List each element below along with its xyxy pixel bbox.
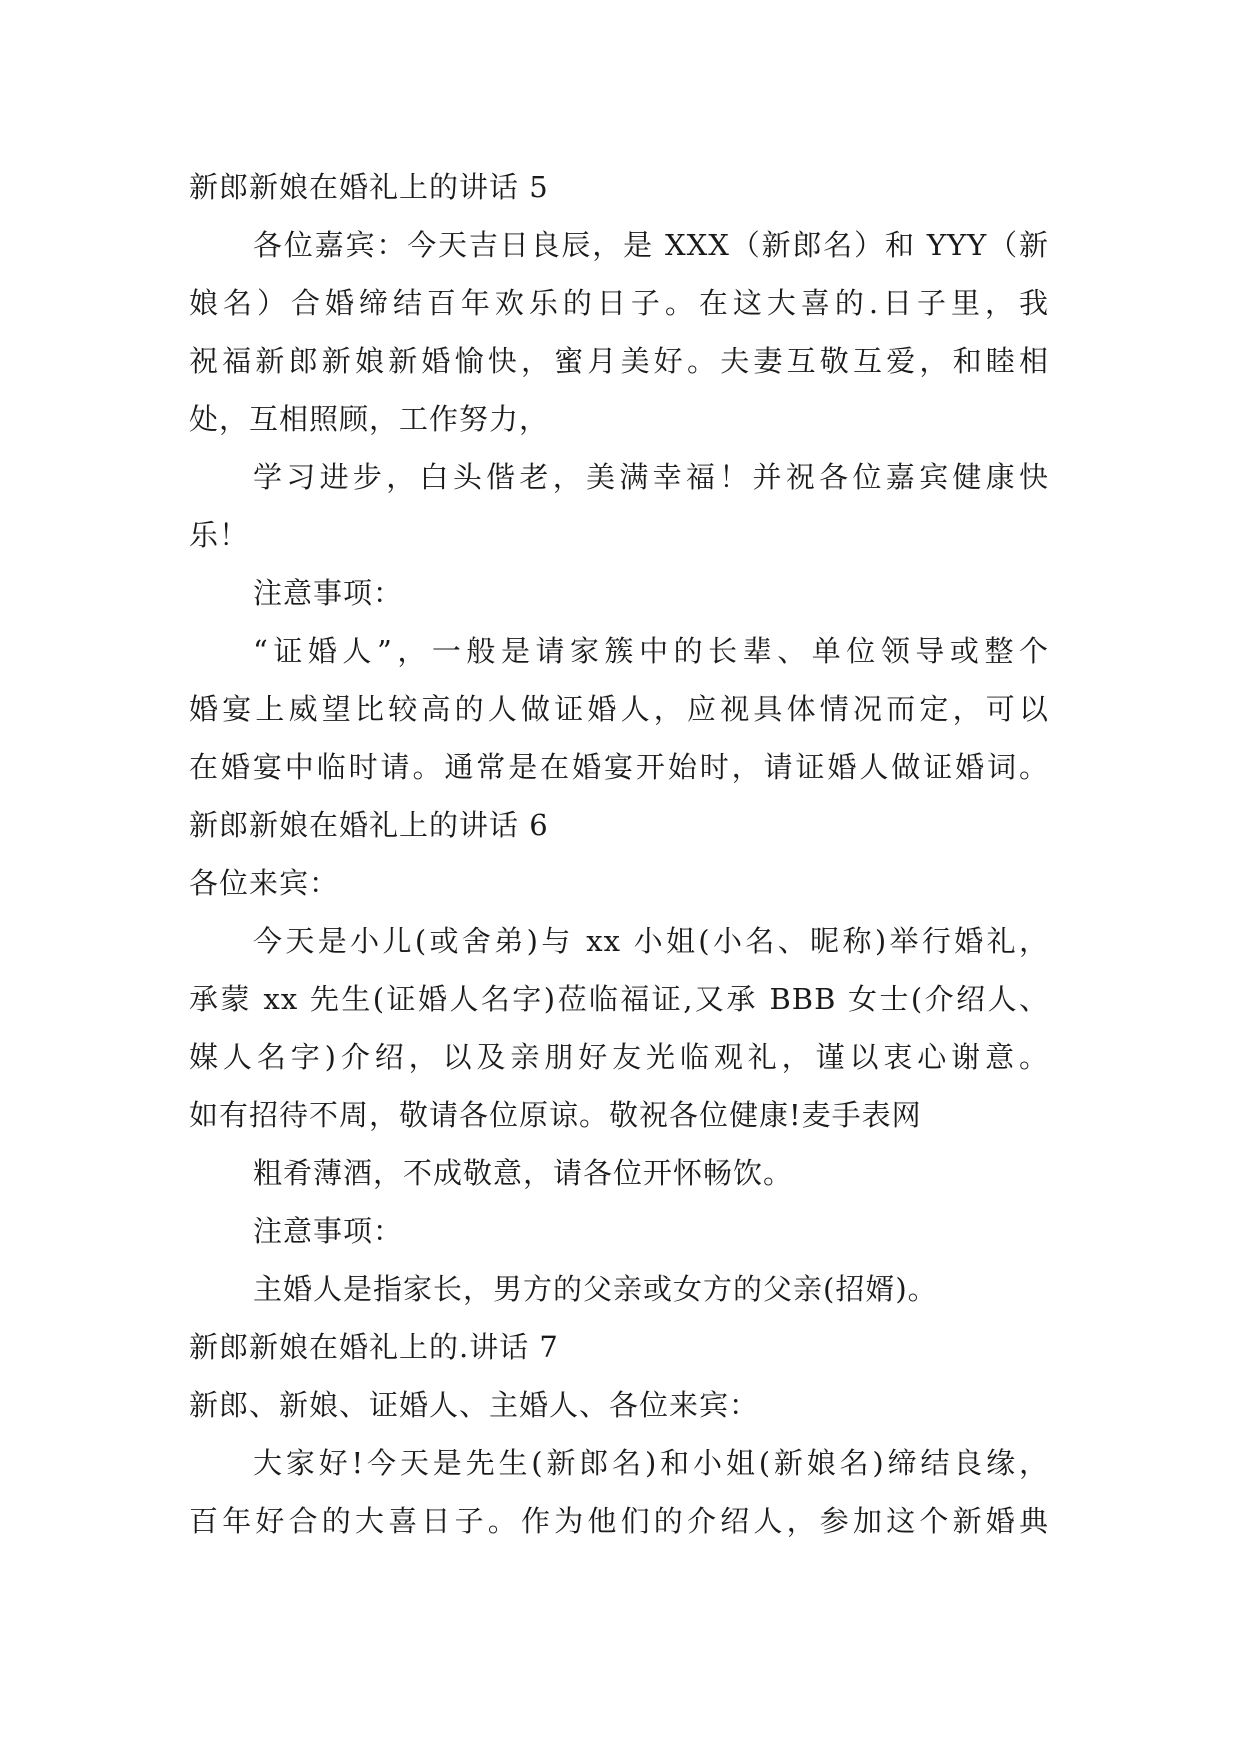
text-line: 主婚人是指家长，男方的父亲或女方的父亲(招婿)。 [253, 1272, 938, 1306]
text-line: 今天是小儿(或舍弟)与 xx 小姐(小名、昵称)举行婚礼， [253, 924, 1049, 958]
text-line: 大家好!今天是先生(新郎名)和小姐(新娘名)缔结良缘， [253, 1446, 1049, 1480]
text-line: 娘名）合婚缔结百年欢乐的日子。在这大喜的.日子里，我 [189, 286, 1049, 320]
text-line: “证婚人”，一般是请家簇中的长辈、单位领导或整个 [253, 634, 1049, 668]
text-line: 承蒙 xx 先生(证婚人名字)莅临福证,又承 BBB 女士(介绍人、 [189, 982, 1049, 1016]
text-line: 各位嘉宾：今天吉日良辰，是 XXX（新郎名）和 YYY（新 [253, 228, 1049, 262]
document-body [189, 158, 1049, 1550]
salutation: 各位来宾： [189, 866, 340, 900]
notes-label: 注意事项： [253, 1214, 404, 1248]
text-line: 处，互相照顾，工作努力， [189, 402, 550, 436]
notes-label: 注意事项： [253, 576, 404, 610]
salutation: 新郎、新娘、证婚人、主婚人、各位来宾： [189, 1388, 760, 1422]
text-line: 乐！ [189, 518, 250, 552]
text-line: 媒人名字)介绍，以及亲朋好友光临观礼，谨以衷心谢意。 [189, 1040, 1049, 1074]
text-line: 在婚宴中临时请。通常是在婚宴开始时，请证婚人做证婚词。 [189, 750, 1049, 784]
text-line: 如有招待不周，敬请各位原谅。敬祝各位健康!麦手表网 [189, 1098, 922, 1132]
text-line: 学习进步，白头偕老，美满幸福！并祝各位嘉宾健康快 [253, 460, 1049, 494]
text-line: 百年好合的大喜日子。作为他们的介绍人，参加这个新婚典 [189, 1504, 1049, 1538]
text-line: 粗肴薄酒，不成敬意，请各位开怀畅饮。 [253, 1156, 794, 1190]
text-line: 婚宴上威望比较高的人做证婚人，应视具体情况而定，可以 [189, 692, 1049, 726]
heading-speech-7: 新郎新娘在婚礼上的.讲话 7 [189, 1330, 559, 1364]
text-line: 祝福新郎新娘新婚愉快，蜜月美好。夫妻互敬互爱，和睦相 [189, 344, 1049, 378]
heading-speech-6: 新郎新娘在婚礼上的讲话 6 [189, 808, 549, 842]
heading-speech-5: 新郎新娘在婚礼上的讲话 5 [189, 170, 549, 204]
